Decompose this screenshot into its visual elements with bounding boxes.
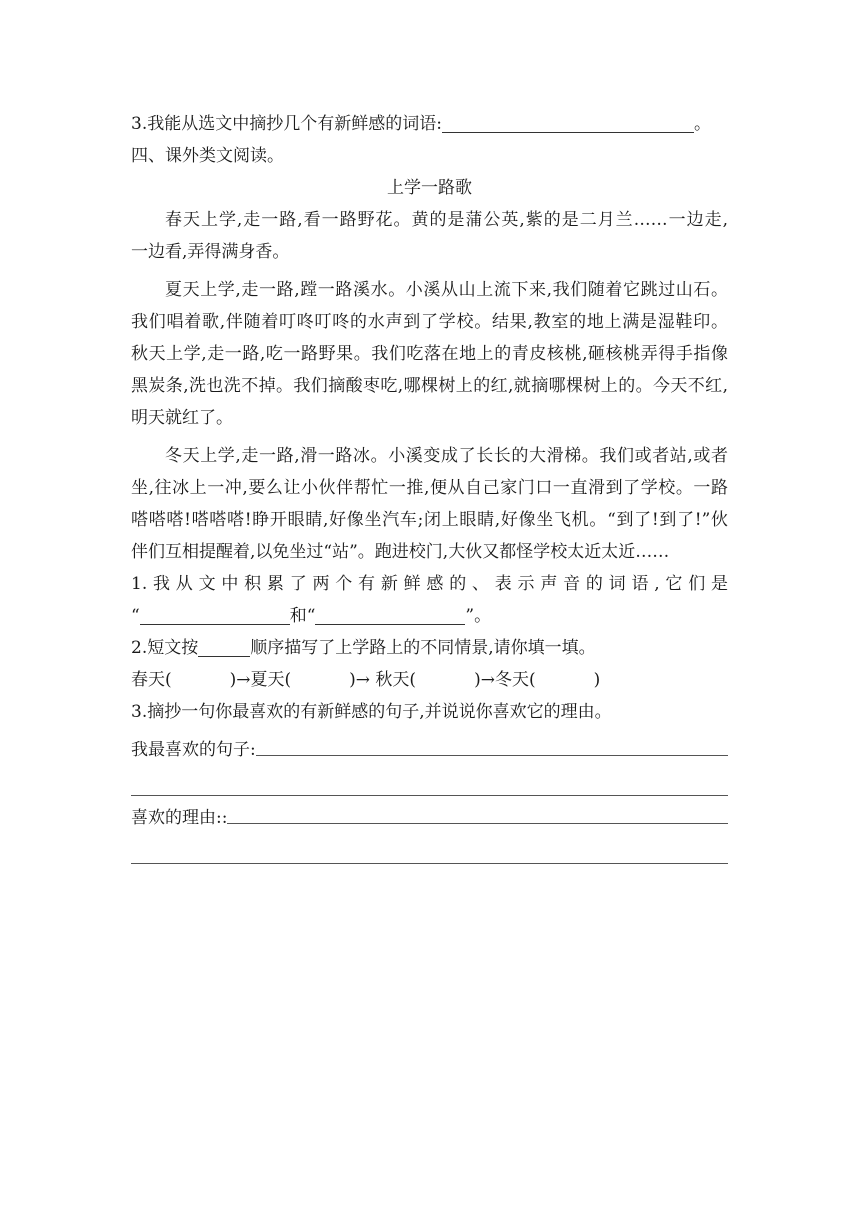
question-1-end: ”。 [465,606,492,626]
passage-line: 黑炭条,洗也洗不掉。我们摘酸枣吃,哪棵树上的红,就摘哪棵树上的。今天不红, [131,376,728,396]
worksheet-page [131,108,728,864]
season-summer: )→夏天( [229,670,292,690]
previous-question-3-end: 。 [693,114,711,134]
open-quote: “ [131,606,140,626]
reason-row [131,796,728,830]
answer-line[interactable] [131,830,728,864]
answer-line[interactable] [256,731,728,756]
favorite-sentence-row [131,728,728,762]
passage-line: 坐,往冰上一冲,要么让小伙伴帮忙一推,便从自己家门口一直滑到了学校。一路 [131,478,728,498]
season-autumn: )→ 秋天( [349,670,417,690]
season-spring: 春天( [131,670,172,690]
passage-line: 一边看,弄得满身香。 [131,242,290,262]
answer-blank[interactable] [198,638,250,657]
passage-line: 秋天上学,走一路,吃一路野果。我们吃落在地上的青皮核桃,砸核桃弄得手指像 [131,344,728,364]
favorite-sentence-label: 我最喜欢的句子: [131,740,256,760]
section-heading: 四、课外类文阅读。 [131,146,284,166]
question-1-answer-line [131,600,728,632]
answer-line[interactable] [227,799,728,824]
passage-line: 冬天上学,走一路,滑一路冰。小溪变成了长长的大滑梯。我们或者站,或者 [165,446,728,466]
question-2-suffix: 顺序描写了上学路上的不同情景,请你填一填。 [250,638,596,658]
passage-title: 上学一路歌 [387,178,472,198]
question-1: 1.我从文中积累了两个有新鲜感的、表示声音的词语,它们是 [131,574,728,594]
answer-blank[interactable] [442,114,694,133]
question-1-middle: 和“ [289,606,316,626]
previous-question-3 [131,108,728,140]
season-close: ) [593,670,601,690]
seasons-fill-line [131,664,728,696]
answer-blank[interactable] [315,606,465,625]
passage-line: 我们唱着歌,伴随着叮咚叮咚的水声到了学校。结果,教室的地上满是湿鞋印。 [131,312,728,332]
passage-line: 夏天上学,走一路,蹚一路溪水。小溪从山上流下来,我们随着它跳过山石。 [165,280,728,300]
season-winter: )→冬天( [474,670,536,690]
passage-line: 明天就红了。 [131,408,233,428]
passage-line: 嗒嗒嗒!嗒嗒嗒!睁开眼睛,好像坐汽车;闭上眼睛,好像坐飞机。“到了!到了!”伙 [131,510,728,530]
question-2-prefix: 2.短文按 [131,638,199,658]
passage-line: 春天上学,走一路,看一路野花。黄的是蒲公英,紫的是二月兰……一边走, [165,210,728,230]
question-2 [131,632,728,664]
question-3: 3.摘抄一句你最喜欢的有新鲜感的句子,并说说你喜欢它的理由。 [131,702,612,722]
answer-blank[interactable] [140,606,290,625]
reason-label: 喜欢的理由:: [131,808,228,828]
answer-line[interactable] [131,762,728,796]
passage-line: 伴们互相提醒着,以免坐过“站”。跑进校门,大伙又都怪学校太近太近…… [131,542,670,562]
previous-question-3-text: 3.我能从选文中摘抄几个有新鲜感的词语: [131,114,442,134]
